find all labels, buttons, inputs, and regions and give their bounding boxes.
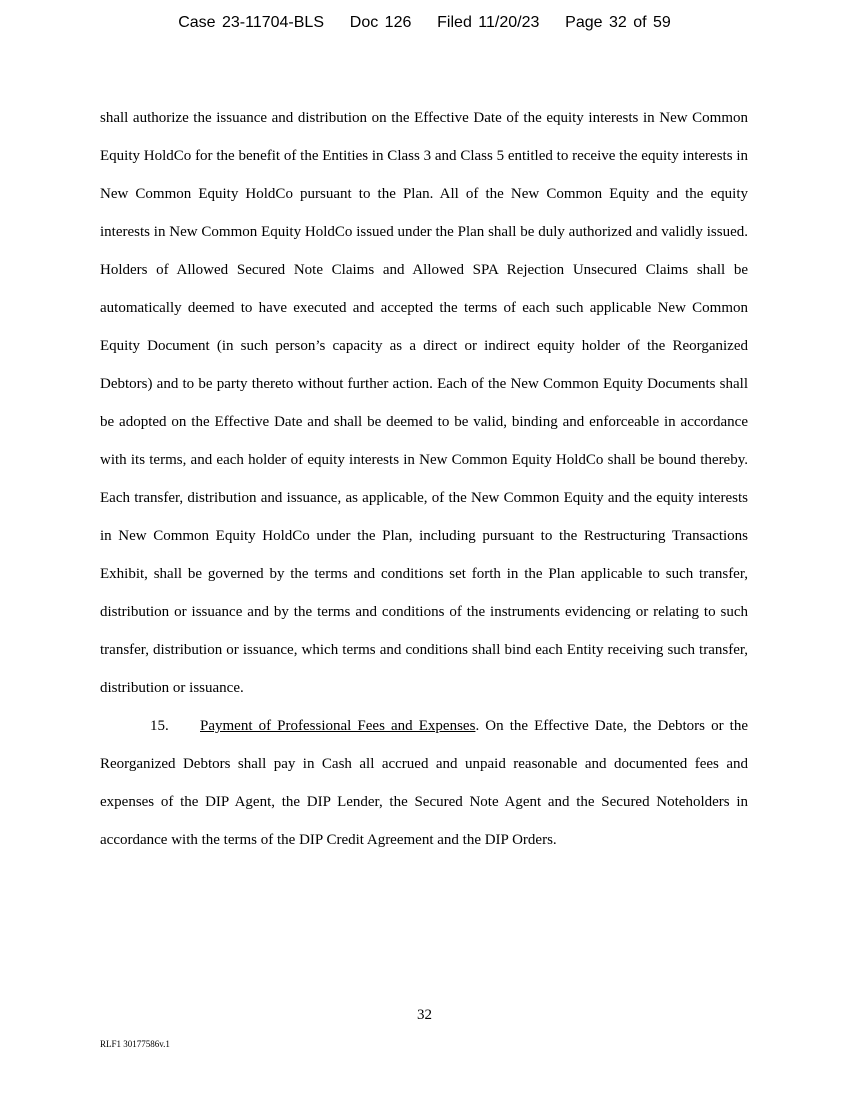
- page-of-total: Page 32 of 59: [565, 14, 671, 31]
- case-number: Case 23-11704-BLS: [178, 14, 324, 31]
- court-filing-header: [0, 14, 849, 32]
- section-heading: Payment of Professional Fees and Expenses: [200, 718, 476, 734]
- document-body: [100, 99, 748, 859]
- section-number: 15.: [150, 718, 169, 734]
- docket-number: Doc 126: [349, 14, 412, 31]
- continued-paragraph: shall authorize the issuance and distribution on the Effective Date of the equity interests in New Common Equity HoldCo for the benefit of the Entities in Class 3 and Class 5 entitled to receive the equity interests in New Common Equity HoldCo pursuant to the Plan. All of the New Common Equity and the equity interests in New Common Equity HoldCo issued under the Plan shall be duly authorized and validly issued. Holders of Allowed Secured Note Claims and Allowed SPA Rejection Unsecured Claims shall be automatically deemed to have executed and accepted the terms of each such applicable New Common Equity Document (in such person’s capacity as a direct or indirect equity holder of the Reorganized Debtors) and to be party thereto without further action. Each of the New Common Equity Documents shall be adopted on the Effective Date and shall be deemed to be valid, binding and enforceable in accordance with its terms, and each holder of equity interests in New Common Equity HoldCo shall be bound thereby. Each transfer, distribution and issuance, as applicable, of the New Common Equity and the equity interests in New Common Equity HoldCo under the Plan, including pursuant to the Restructuring Transactions Exhibit, shall be governed by the terms and conditions set forth in the Plan applicable to such transfer, distribution or issuance and by the terms and conditions of the instruments evidencing or relating to such transfer, distribution or issuance, which terms and conditions shall bind each Entity receiving such transfer, distribution or issuance.: [100, 110, 748, 696]
- filed-date: Filed 11/20/23: [437, 14, 540, 31]
- page-number: 32: [417, 1007, 432, 1023]
- section-15-paragraph: [100, 707, 748, 859]
- document-id: RLF1 30177586v.1: [100, 1039, 170, 1049]
- section-text: . On the Effective Date, the Debtors or the Reorganized Debtors shall pay in Cash all accrued and unpaid reasonable and documented fees and expenses of the DIP Agent, the DIP Lender, the Secured Note Agent and the Secured Noteholders in accordance with the terms of the DIP Credit Agreement and the DIP Orders.: [100, 718, 748, 848]
